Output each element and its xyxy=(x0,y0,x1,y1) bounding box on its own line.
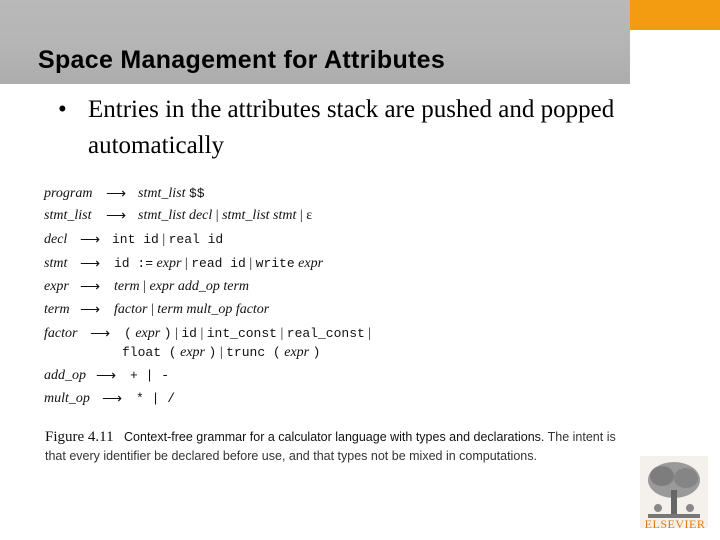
rule-rhs: * | / xyxy=(136,391,176,406)
arrow-icon: ⟶ xyxy=(80,280,101,295)
rule-rhs: stmt_list decl | stmt_list stmt | ε xyxy=(138,208,313,223)
arrow-icon: ⟶ xyxy=(80,233,101,248)
rule-lhs: program xyxy=(44,186,93,201)
rule-lhs: factor xyxy=(44,326,78,341)
rule-rhs: float ( expr ) | trunc ( expr ) xyxy=(122,345,321,360)
arrow-icon: ⟶ xyxy=(106,209,127,224)
rule-lhs: decl xyxy=(44,232,68,247)
rule-lhs: add_op xyxy=(44,368,86,383)
rule-rhs: stmt_list $$ xyxy=(138,186,205,201)
rule-rhs: id := expr | read id | write expr xyxy=(114,256,324,271)
rule-lhs: stmt xyxy=(44,256,68,271)
rule-rhs: term | expr add_op term xyxy=(114,279,250,294)
figure-caption xyxy=(45,428,620,466)
bullet-dot: • xyxy=(58,96,67,123)
rule-rhs: + | - xyxy=(130,368,170,383)
rule-rhs: int id | real id xyxy=(112,232,224,247)
rule-lhs: mult_op xyxy=(44,391,90,406)
elsevier-logo-text: ELSEVIER xyxy=(644,517,706,531)
figure-title: Context-free grammar for a calculator language with types and declarations. xyxy=(124,430,545,444)
slide-title: Space Management for Attributes xyxy=(38,46,446,74)
bullet-text: Entries in the attributes stack are pushed and popped automatically xyxy=(88,96,615,159)
figure-label: Figure 4.11 xyxy=(45,429,114,445)
figure-text: The intent is that every identifier be declared before use, and that types not be mixed in computations. xyxy=(45,430,616,463)
rule-lhs: expr xyxy=(44,279,69,294)
arrow-icon: ⟶ xyxy=(106,187,127,202)
rule-lhs: term xyxy=(44,302,70,317)
accent-block xyxy=(630,0,720,30)
arrow-icon: ⟶ xyxy=(80,257,101,272)
arrow-icon: ⟶ xyxy=(96,369,117,384)
rule-rhs: factor | term mult_op factor xyxy=(114,302,270,317)
rule-lhs: stmt_list xyxy=(44,208,92,223)
arrow-icon: ⟶ xyxy=(102,392,123,407)
arrow-icon: ⟶ xyxy=(80,303,101,318)
arrow-icon: ⟶ xyxy=(90,327,111,342)
rule-rhs: ( expr ) | id | int_const | real_const | xyxy=(124,326,372,341)
